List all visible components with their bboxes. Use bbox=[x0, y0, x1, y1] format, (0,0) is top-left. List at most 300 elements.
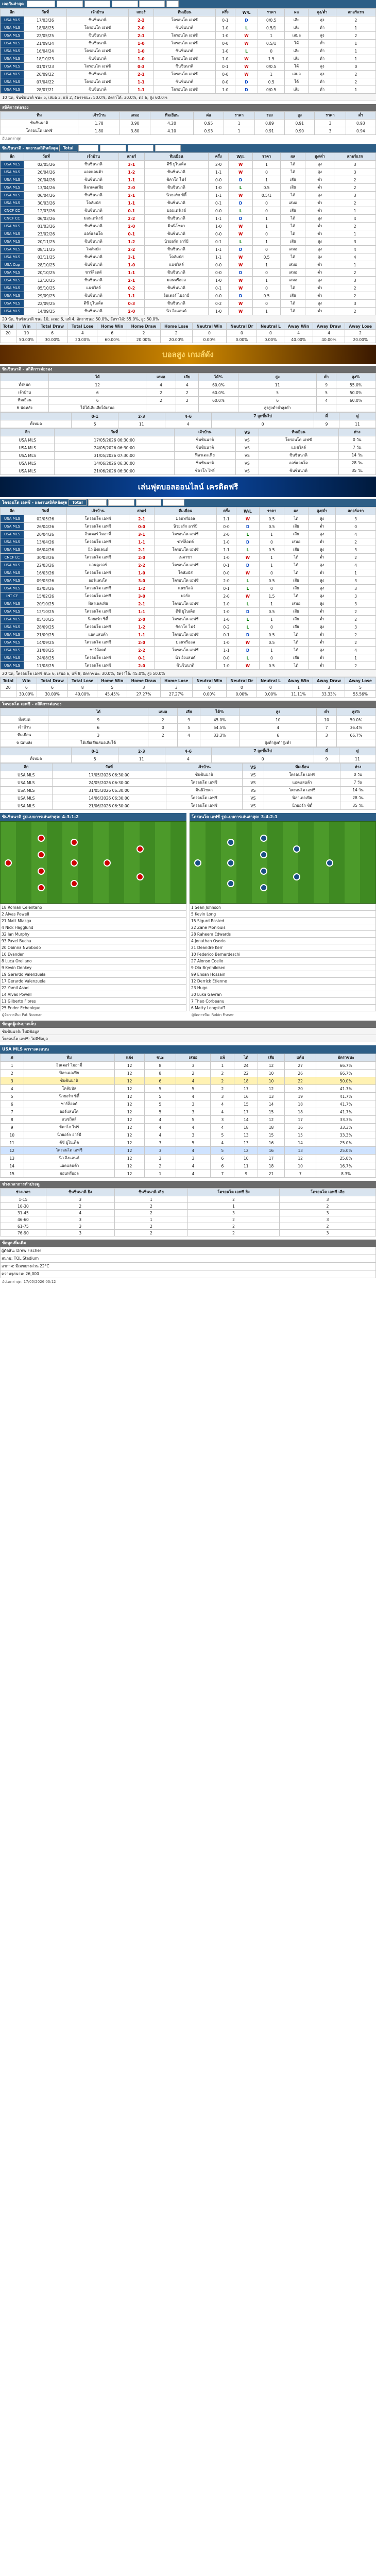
match-row[interactable] bbox=[1, 40, 376, 47]
player-row[interactable] bbox=[190, 964, 376, 971]
league-badge: USA Cup bbox=[1, 261, 24, 269]
home-recent-title: ซินซินนาติ - ผลงานสถิติหลังสุด bbox=[2, 146, 58, 150]
table-cell: 3 bbox=[188, 1210, 280, 1216]
player-marker[interactable] bbox=[38, 868, 45, 875]
table-cell: 8 bbox=[1, 1116, 24, 1124]
score: 3-0 bbox=[129, 577, 155, 585]
match-row[interactable] bbox=[1, 184, 376, 192]
match-cell: 3 bbox=[334, 192, 376, 199]
league-badge: USA MLS bbox=[1, 47, 24, 55]
info-row bbox=[1, 1255, 376, 1263]
match-row[interactable] bbox=[1, 562, 376, 569]
match-cell: ดีซี ยูไนเต็ด bbox=[154, 608, 216, 616]
table-cell: 0.00% bbox=[227, 336, 257, 343]
player-row[interactable] bbox=[1, 904, 186, 911]
table-cell: 3 bbox=[46, 1230, 114, 1236]
match-cell: ชาร์ล็อตต์ bbox=[154, 538, 216, 546]
table-cell: 66.7% bbox=[336, 732, 375, 739]
match-cell: ต่ำ bbox=[308, 608, 336, 616]
player-marker[interactable] bbox=[71, 880, 78, 887]
home-recent-summary: 20 นัด, ซินซินนาติ ชนะ 10, เสมอ 6, แพ้ 4, อัตราชนะ: 50.0%, อัตราได้: 55.0%, สูง 50.0% bbox=[0, 315, 376, 323]
player-marker[interactable] bbox=[38, 884, 45, 891]
table-cell: ซินซินนาติ bbox=[259, 467, 338, 475]
table-cell: 2 bbox=[279, 1223, 375, 1230]
table-cell: 4 bbox=[176, 1170, 211, 1178]
player-row[interactable] bbox=[190, 938, 376, 944]
match-cell: 0-0 bbox=[217, 569, 236, 577]
score: 2-1 bbox=[129, 546, 155, 554]
player-marker[interactable] bbox=[260, 835, 267, 842]
match-cell: 2 bbox=[336, 32, 375, 40]
match-cell: โคลัมบัส bbox=[145, 253, 209, 261]
player-marker[interactable] bbox=[136, 873, 144, 880]
match-cell: 06/04/26 bbox=[24, 192, 69, 199]
match-row[interactable] bbox=[1, 47, 376, 55]
match-cell: 3 bbox=[334, 238, 376, 246]
match-row[interactable] bbox=[1, 86, 376, 94]
table-cell: 0 bbox=[227, 330, 257, 336]
match-cell: 30/03/26 bbox=[24, 199, 69, 207]
table-cell: 14/06/2026 06:30:00 bbox=[55, 460, 174, 467]
match-row[interactable] bbox=[1, 639, 376, 647]
match-cell: 0.5 bbox=[259, 639, 284, 647]
filter-int-cf[interactable]: INT CF bbox=[163, 499, 184, 506]
match-row[interactable] bbox=[1, 215, 376, 223]
match-cell: 0/0.5 bbox=[258, 63, 285, 71]
player-row[interactable] bbox=[1, 951, 186, 958]
table-cell: โตรอนโต เอฟซี bbox=[166, 802, 242, 810]
match-cell: 2 bbox=[334, 176, 376, 184]
player-row[interactable] bbox=[190, 911, 376, 918]
table-cell: ฟิลาเดลเฟีย bbox=[24, 1070, 114, 1077]
match-cell: 2 bbox=[336, 538, 376, 546]
table-cell: 17 bbox=[258, 1155, 285, 1162]
filter-cncf-cc[interactable]: CNCF CC bbox=[128, 145, 153, 151]
league-badge: USA MLS bbox=[1, 284, 24, 292]
table-cell: 10 bbox=[258, 1077, 285, 1085]
player-marker[interactable] bbox=[227, 880, 234, 887]
match-row[interactable] bbox=[1, 63, 376, 71]
match-cell: โตรอนโต เอฟซี bbox=[154, 546, 216, 554]
match-row[interactable] bbox=[1, 161, 376, 168]
player-name: 11 Gilberto Flores bbox=[1, 998, 186, 1005]
match-cell: แอตแลนต้า bbox=[67, 631, 129, 639]
match-row[interactable] bbox=[1, 230, 376, 238]
league-badge: USA MLS bbox=[1, 223, 24, 230]
column-header: อัตราชนะ bbox=[316, 1054, 376, 1062]
player-marker[interactable] bbox=[260, 851, 267, 858]
match-cell: 4 bbox=[334, 253, 376, 261]
match-row[interactable] bbox=[1, 662, 376, 670]
score: 1-0 bbox=[129, 47, 153, 55]
table-cell: 12 bbox=[49, 381, 146, 389]
table-cell: 30.00% bbox=[37, 691, 68, 698]
match-cell: นิว อิงแลนด์ bbox=[67, 546, 129, 554]
match-cell: โตรอนโต เอฟซี bbox=[154, 647, 216, 654]
match-cell: นิวยอร์ก อาร์บี bbox=[154, 523, 216, 531]
table-cell: 2 bbox=[188, 1216, 280, 1223]
match-cell: 28/09/25 bbox=[24, 623, 67, 631]
match-row[interactable] bbox=[1, 554, 376, 562]
table-cell: 4 bbox=[317, 397, 336, 404]
match-row[interactable] bbox=[1, 515, 376, 523]
match-cell: 0-0 bbox=[208, 261, 229, 269]
player-marker[interactable] bbox=[293, 845, 300, 853]
match-cell: 24/08/25 bbox=[24, 654, 67, 662]
match-row[interactable] bbox=[1, 631, 376, 639]
match-cell: 1-0 bbox=[208, 308, 229, 315]
player-marker[interactable] bbox=[38, 851, 45, 858]
table-cell: 1 bbox=[224, 120, 254, 127]
player-row[interactable] bbox=[1, 964, 186, 971]
away-coach: ผู้จัดการทีม: Robin Fraser bbox=[192, 1013, 234, 1017]
match-row[interactable] bbox=[1, 531, 376, 538]
table-cell: 13 bbox=[258, 1093, 285, 1100]
player-name: 23 Hugo bbox=[190, 985, 376, 991]
table-cell: 18 bbox=[258, 1162, 285, 1170]
match-row[interactable] bbox=[1, 78, 376, 86]
match-cell: ต่ำ bbox=[308, 569, 336, 577]
match-row[interactable] bbox=[1, 261, 376, 269]
player-row[interactable] bbox=[190, 1005, 376, 1011]
player-row[interactable] bbox=[1, 958, 186, 964]
table-cell: 22 bbox=[284, 1077, 316, 1085]
tab-away[interactable]: Away bbox=[88, 499, 107, 506]
ad-banner-2[interactable]: เล่นฟุตบอลออนไลน์ เครดิตฟรี bbox=[0, 477, 376, 497]
table-cell: 41.7% bbox=[316, 1093, 376, 1100]
score: 1-2 bbox=[118, 238, 145, 246]
match-row[interactable] bbox=[1, 585, 376, 592]
match-cell: ได้ bbox=[285, 63, 309, 71]
ad-banner[interactable]: บอลสูง เกมส์ดัง bbox=[0, 345, 376, 364]
column-header: เสีย bbox=[176, 374, 198, 381]
match-cell: นิวยอร์ก อาร์บี bbox=[145, 238, 209, 246]
match-row[interactable] bbox=[1, 600, 376, 608]
table-cell: นิวยอร์ก ซิตี้ bbox=[24, 1093, 114, 1100]
home-lineup-title: ซินซินนาติ รูปแบบการเล่นล่าสุด: 4-3-1-2 bbox=[0, 813, 186, 821]
player-row[interactable] bbox=[1, 944, 186, 951]
match-row[interactable] bbox=[1, 647, 376, 654]
player-row[interactable] bbox=[1, 985, 186, 991]
home-pitch bbox=[0, 821, 186, 904]
match-row[interactable] bbox=[1, 71, 376, 78]
match-row[interactable] bbox=[1, 192, 376, 199]
column-header: ครึ่ง bbox=[215, 9, 235, 16]
match-cell: 1-1 bbox=[217, 515, 236, 523]
match-cell: 0 bbox=[259, 623, 284, 631]
match-cell: โตรอนโต เอฟซี bbox=[67, 538, 129, 546]
match-row[interactable] bbox=[1, 223, 376, 230]
result-badge: L bbox=[229, 184, 252, 192]
odds-stats-row bbox=[1, 389, 376, 397]
match-cell: 18/10/23 bbox=[24, 55, 67, 63]
league-badge: USA MLS bbox=[1, 192, 24, 199]
table-cell: 5 bbox=[238, 389, 317, 397]
table-cell: 4 bbox=[176, 1093, 211, 1100]
column-header: Home Lose bbox=[160, 323, 192, 330]
table-cell: 2 bbox=[211, 1077, 234, 1085]
player-name: 20 Obinna Nwobodo bbox=[1, 944, 186, 951]
match-cell: เสีย bbox=[284, 608, 308, 616]
filter-usa-mls[interactable]: USA MLS bbox=[100, 145, 127, 151]
match-row[interactable] bbox=[1, 253, 376, 261]
table-cell: VS bbox=[242, 779, 264, 787]
match-cell: ซินซินนาติ bbox=[69, 161, 118, 168]
match-row[interactable] bbox=[1, 654, 376, 662]
column-header: ได้ bbox=[234, 1054, 258, 1062]
match-row[interactable] bbox=[1, 16, 376, 24]
match-cell: เสมอ bbox=[281, 277, 305, 284]
stats-row bbox=[1, 684, 376, 691]
player-name: 6 Matty Longstaff bbox=[190, 1005, 376, 1011]
match-cell: โตรอนโต เอฟซี bbox=[67, 523, 129, 531]
table-cell bbox=[199, 404, 238, 412]
filter-cncf-lc[interactable]: CNCF LC bbox=[136, 499, 161, 506]
result-badge: W bbox=[235, 63, 258, 71]
show-all-select[interactable]: แสดงทั้งหมด bbox=[27, 1, 55, 7]
result-badge: W bbox=[236, 554, 260, 562]
odds-stats-row bbox=[1, 381, 376, 389]
player-marker[interactable] bbox=[293, 873, 300, 880]
column-header: # bbox=[1, 1054, 24, 1062]
match-row[interactable] bbox=[1, 207, 376, 215]
player-row[interactable] bbox=[190, 978, 376, 985]
player-name: 8 Luca Orellano bbox=[1, 958, 186, 964]
match-row[interactable] bbox=[1, 623, 376, 631]
column-header: 7 ลูกขึ้นไป bbox=[212, 413, 314, 420]
goals-row bbox=[1, 755, 376, 763]
match-row[interactable] bbox=[1, 300, 376, 308]
score: 0-1 bbox=[118, 207, 145, 215]
match-row[interactable] bbox=[1, 592, 376, 600]
table-cell: USA MLS bbox=[1, 779, 53, 787]
column-header: ผล bbox=[285, 9, 309, 16]
match-cell: ต่ำ bbox=[305, 261, 334, 269]
result-badge: D bbox=[229, 269, 252, 277]
match-cell: 1 bbox=[336, 24, 375, 32]
match-row[interactable] bbox=[1, 168, 376, 176]
match-row[interactable] bbox=[1, 284, 376, 292]
player-row[interactable] bbox=[190, 944, 376, 951]
table-cell: 10 bbox=[258, 1070, 285, 1077]
column-header: สกอร์ bbox=[129, 507, 155, 515]
table-cell: 2 bbox=[127, 330, 161, 336]
match-cell: เสมอ bbox=[284, 600, 308, 608]
match-cell: 3 bbox=[334, 277, 376, 284]
score: 0-3 bbox=[118, 300, 145, 308]
player-marker[interactable] bbox=[136, 845, 144, 853]
player-row[interactable] bbox=[190, 971, 376, 978]
match-row[interactable] bbox=[1, 269, 376, 277]
tab-total[interactable]: Total bbox=[59, 145, 77, 151]
player-row[interactable] bbox=[190, 931, 376, 938]
league-badge: USA MLS bbox=[1, 538, 24, 546]
player-marker[interactable] bbox=[71, 839, 78, 846]
table-cell: 2 bbox=[188, 1223, 280, 1230]
player-marker[interactable] bbox=[104, 859, 111, 867]
tab-total[interactable]: Total bbox=[69, 499, 87, 506]
lineups bbox=[0, 813, 376, 904]
match-cell: 28/07/21 bbox=[24, 86, 67, 94]
odds-stats-row bbox=[1, 716, 376, 724]
player-marker[interactable] bbox=[5, 859, 12, 867]
filter-cncf-lc[interactable]: CNCF LC bbox=[139, 1, 164, 7]
player-row[interactable] bbox=[1, 911, 186, 918]
player-row[interactable] bbox=[190, 985, 376, 991]
column-header: สกอร์แรก bbox=[336, 507, 376, 515]
result-badge: L bbox=[236, 616, 260, 623]
match-row[interactable] bbox=[1, 24, 376, 32]
player-row[interactable] bbox=[190, 958, 376, 964]
match-row[interactable] bbox=[1, 546, 376, 554]
count-select[interactable]: 10 bbox=[166, 1, 179, 7]
player-row[interactable] bbox=[190, 918, 376, 924]
stats-row bbox=[1, 691, 376, 698]
match-cell: 2 bbox=[334, 308, 376, 315]
match-cell: 3 bbox=[334, 168, 376, 176]
table-cell: ชาร์ล็อตต์ bbox=[24, 1100, 114, 1108]
player-row[interactable] bbox=[1, 938, 186, 944]
column-header: Home Win bbox=[97, 677, 127, 684]
match-row[interactable] bbox=[1, 277, 376, 284]
standings-row bbox=[1, 1124, 376, 1131]
table-cell: แนชวิลล์ bbox=[259, 444, 338, 452]
table-cell: 12 bbox=[114, 1162, 144, 1170]
match-cell: 26/04/26 bbox=[24, 523, 67, 531]
player-row[interactable] bbox=[1, 998, 186, 1005]
match-row[interactable] bbox=[1, 308, 376, 315]
column-header: สกอร์แรก bbox=[334, 153, 376, 161]
column-header: ลีก bbox=[1, 764, 53, 771]
player-row[interactable] bbox=[190, 924, 376, 931]
score: 2-1 bbox=[129, 515, 155, 523]
column-header: ทีมเยือน bbox=[154, 507, 216, 515]
table-cell: 3 bbox=[46, 1196, 114, 1203]
fixture-row bbox=[1, 779, 376, 787]
match-cell: 1 bbox=[336, 55, 375, 63]
fixture-row bbox=[1, 794, 376, 802]
filter-usa-mls[interactable]: USA MLS bbox=[57, 1, 83, 7]
match-cell: โตรอนโต เอฟซี bbox=[67, 654, 129, 662]
match-cell: 05/10/25 bbox=[24, 616, 67, 623]
player-row[interactable] bbox=[190, 998, 376, 1005]
column-header: เสมอ bbox=[176, 1054, 211, 1062]
match-row[interactable] bbox=[1, 55, 376, 63]
table-cell: 60.00% bbox=[97, 336, 127, 343]
tab-home[interactable]: Home bbox=[78, 145, 98, 151]
player-marker[interactable] bbox=[227, 839, 234, 846]
away-odds-table bbox=[0, 708, 376, 747]
match-row[interactable] bbox=[1, 616, 376, 623]
filter-usa-mls[interactable]: USA MLS bbox=[108, 499, 135, 506]
match-cell: แนชวิลล์ bbox=[69, 284, 118, 292]
player-marker[interactable] bbox=[71, 859, 78, 867]
player-row[interactable] bbox=[1, 991, 186, 998]
result-badge: L bbox=[235, 47, 258, 55]
match-cell: ซินซินนาติ bbox=[69, 207, 118, 215]
table-cell: VS bbox=[242, 794, 264, 802]
player-row[interactable] bbox=[1, 1005, 186, 1011]
column-header: ราคา bbox=[258, 9, 285, 16]
match-row[interactable] bbox=[1, 569, 376, 577]
table-cell: 4 bbox=[284, 330, 313, 336]
player-marker[interactable] bbox=[326, 859, 333, 867]
filter-usa-cup[interactable]: USA Cup bbox=[155, 145, 181, 151]
table-cell: โตรอนโต เอฟซี bbox=[24, 1147, 114, 1155]
match-row[interactable] bbox=[1, 32, 376, 40]
match-cell: สูง bbox=[309, 32, 336, 40]
score: 2-0 bbox=[129, 554, 155, 562]
score: 3-0 bbox=[129, 592, 155, 600]
match-cell: เสีย bbox=[284, 546, 308, 554]
match-row[interactable] bbox=[1, 523, 376, 531]
filter-usa-bdl[interactable]: USA BDL bbox=[112, 1, 138, 7]
player-marker[interactable] bbox=[194, 859, 201, 867]
player-marker[interactable] bbox=[260, 884, 267, 891]
filter-usa-cup[interactable]: USA Cup bbox=[84, 1, 110, 7]
result-badge: L bbox=[236, 600, 260, 608]
match-cell: 16/04/24 bbox=[24, 47, 67, 55]
player-row[interactable] bbox=[1, 918, 186, 924]
match-cell: ซินซินนาติ bbox=[145, 199, 209, 207]
player-marker[interactable] bbox=[38, 835, 45, 842]
player-row[interactable] bbox=[1, 978, 186, 985]
table-cell: นิว อิงแลนด์ bbox=[24, 1155, 114, 1162]
result-badge: D bbox=[236, 538, 260, 546]
match-cell: 0-0 bbox=[215, 40, 235, 47]
column-header: Away Lose bbox=[345, 323, 376, 330]
match-row[interactable] bbox=[1, 292, 376, 300]
player-row[interactable] bbox=[1, 931, 186, 938]
match-cell: 1 bbox=[336, 654, 376, 662]
league-badge: USA MLS bbox=[1, 86, 24, 94]
table-cell: 50.0% bbox=[336, 716, 375, 724]
table-header-row bbox=[1, 323, 376, 330]
table-cell: 3 bbox=[145, 1139, 176, 1147]
match-row[interactable] bbox=[1, 246, 376, 253]
table-cell: 45.45% bbox=[97, 691, 127, 698]
match-row[interactable] bbox=[1, 608, 376, 616]
match-cell: เสมอ bbox=[281, 246, 305, 253]
h2h-header bbox=[0, 0, 376, 8]
match-cell: 1-0 bbox=[217, 600, 236, 608]
match-row[interactable] bbox=[1, 199, 376, 207]
match-cell: 1-0 bbox=[208, 277, 229, 284]
player-row[interactable] bbox=[190, 951, 376, 958]
table-cell: 36.4% bbox=[336, 724, 375, 732]
match-row[interactable] bbox=[1, 577, 376, 585]
player-marker[interactable] bbox=[227, 859, 234, 867]
player-row[interactable] bbox=[190, 904, 376, 911]
player-row[interactable] bbox=[1, 971, 186, 978]
table-cell: นิวยอร์ก ซิตี้ bbox=[264, 802, 340, 810]
player-row[interactable] bbox=[190, 991, 376, 998]
match-row[interactable] bbox=[1, 238, 376, 246]
match-row[interactable] bbox=[1, 538, 376, 546]
match-row[interactable] bbox=[1, 176, 376, 184]
table-cell: 15 bbox=[234, 1100, 258, 1108]
column-header: W/L bbox=[229, 153, 252, 161]
player-marker[interactable] bbox=[260, 868, 267, 875]
column-header: เสีย bbox=[178, 708, 200, 716]
result-badge: W bbox=[236, 639, 260, 647]
match-cell: ต่ำ bbox=[309, 24, 336, 32]
match-cell: 20/10/25 bbox=[24, 600, 67, 608]
table-cell: 12 bbox=[114, 1170, 144, 1178]
player-row[interactable] bbox=[1, 924, 186, 931]
match-cell: 2 bbox=[336, 662, 376, 670]
table-cell: 22 bbox=[234, 1070, 258, 1077]
